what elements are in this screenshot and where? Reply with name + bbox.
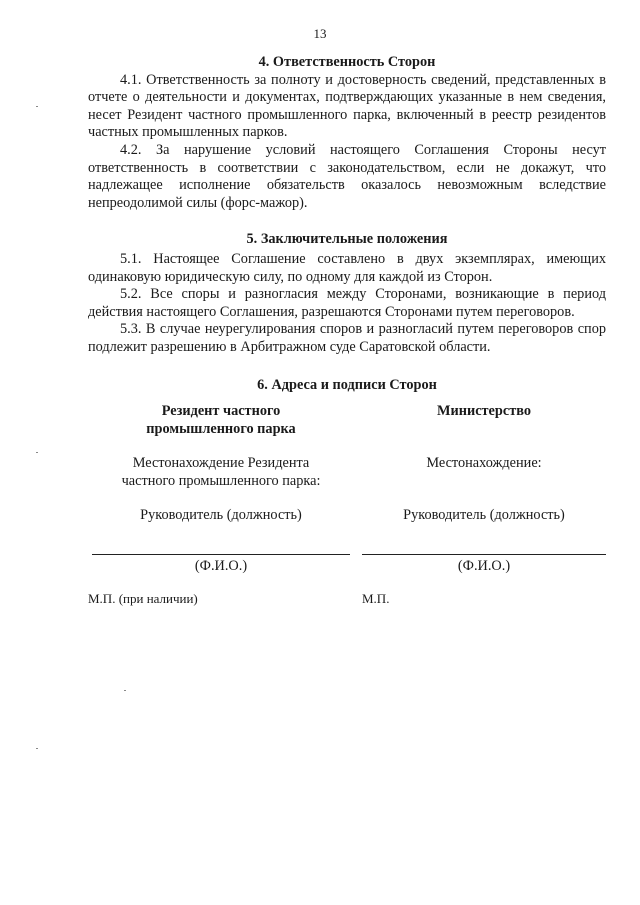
ministry-location: Местонахождение: [426, 455, 542, 471]
resident-location-line-2: частного промышленного парка: [121, 473, 321, 489]
ministry-fio-caption: (Ф.И.О.) [457, 558, 511, 574]
section-4 [88, 54, 606, 212]
clause-5-1: 5.1. Настоящее Соглашение составлено в двух экземплярах, имеющих одинаковую юридическую силу, по одному для каждой из Сторон. [88, 250, 606, 285]
resident-party-line-2: промышленного парка [146, 421, 296, 437]
ministry-stamp-place: М.П. [362, 591, 390, 606]
clause-4-1: 4.1. Ответственность за полноту и достоверность сведений, представленных в отчете о деятельности и документах, подтверждающих указанные в нем сведения, несет Резидент частного промышленного парка, включенный в реестр резидентов частных промышленных парков. [88, 71, 606, 141]
clause-5-2: 5.2. Все споры и разногласия между Сторонами, возникающие в период действия настоящего Соглашения, разрешаются Сторонами путем переговоров. [88, 286, 606, 320]
section-5-heading: 5. Заключительные положения [246, 231, 448, 248]
ministry-signature-line [362, 554, 606, 555]
clause-5-3: 5.3. В случае неурегулирования споров и разногласий путем переговоров спор подлежит разрешению в Арбитражном суде Саратовской области. [88, 321, 606, 355]
document-body [88, 48, 606, 394]
scan-speck [36, 452, 38, 453]
clause-4-2: 4.2. За нарушение условий настоящего Соглашения Стороны несут ответственность в соответствии с законодательством, если не докажут, что надлежащее исполнение обязательств оказалось невозможным вследствие непреодолимой силы (форс-мажор). [88, 141, 606, 211]
page-number: 13 [313, 26, 327, 41]
resident-party-title [92, 402, 350, 438]
section-4-heading: 4. Ответственность Сторон [258, 54, 436, 70]
resident-signature-line [92, 554, 350, 555]
scan-speck [124, 690, 126, 691]
resident-location [92, 454, 350, 490]
section-6-heading: 6. Адреса и подписи Сторон [257, 376, 437, 393]
ministry-party-title: Министерство [436, 403, 531, 419]
section-6 [88, 377, 606, 395]
ministry-head-position: Руководитель (должность) [403, 507, 565, 523]
resident-party-line-1: Резидент частного [161, 403, 281, 419]
scan-speck [36, 748, 38, 749]
resident-stamp-place: М.П. (при наличии) [88, 591, 198, 606]
resident-location-line-1: Местонахождение Резидента [132, 455, 310, 471]
resident-fio-caption: (Ф.И.О.) [194, 558, 248, 574]
resident-head-position: Руководитель (должность) [140, 507, 302, 523]
section-5 [88, 231, 606, 356]
scan-speck [36, 106, 38, 107]
signature-block [0, 400, 640, 660]
